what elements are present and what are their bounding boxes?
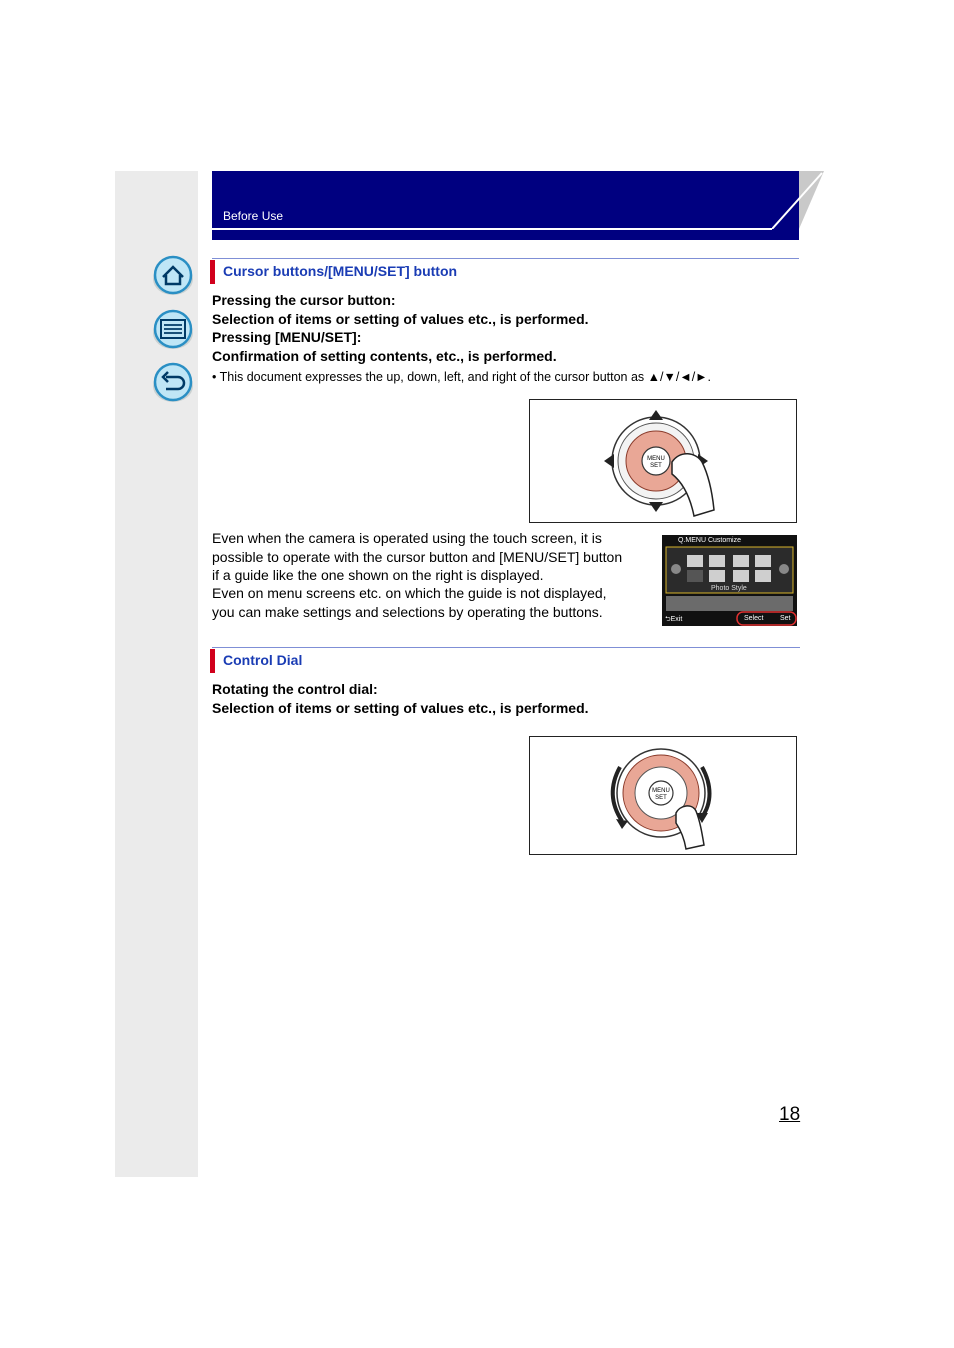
section-rule bbox=[212, 647, 800, 648]
screen-item-label: Photo Style bbox=[711, 585, 747, 592]
cursor-button-figure bbox=[529, 399, 797, 523]
section-title: Cursor buttons/[MENU/SET] button bbox=[223, 263, 458, 279]
back-arrow-icon bbox=[151, 362, 195, 402]
screen-exit-label: ⮌Exit bbox=[665, 616, 683, 623]
header-underline bbox=[212, 228, 772, 230]
svg-text:MENU: MENU bbox=[652, 788, 670, 794]
page-number[interactable]: 18 bbox=[779, 1104, 801, 1125]
cursor-dial-illustration bbox=[530, 400, 796, 522]
camera-screen-image bbox=[662, 535, 797, 626]
instruction-line: Selection of items or setting of values etc., is performed. bbox=[212, 700, 589, 716]
body-paragraph-line: possible to operate with the cursor button and [MENU/SET] button bbox=[212, 549, 623, 565]
instruction-line: Confirmation of setting contents, etc., is performed. bbox=[212, 348, 557, 364]
instruction-line: Selection of items or setting of values etc., is performed. bbox=[212, 311, 589, 327]
note-text: • This document expresses the up, down, left, and right of the cursor button as ▲/▼/◄/►. bbox=[212, 370, 712, 384]
home-icon bbox=[151, 255, 195, 295]
section-title: Control Dial bbox=[223, 652, 303, 668]
back-button[interactable] bbox=[151, 362, 195, 402]
instruction-line: Rotating the control dial: bbox=[212, 681, 378, 697]
section-accent-bar bbox=[210, 260, 215, 284]
home-button[interactable] bbox=[151, 255, 195, 295]
screen-set-label: Set bbox=[780, 615, 791, 622]
instruction-line: Pressing the cursor button: bbox=[212, 292, 396, 308]
header-corner-fold bbox=[772, 171, 824, 229]
section-accent-bar bbox=[210, 649, 215, 673]
contents-button[interactable] bbox=[151, 309, 195, 349]
control-dial-figure bbox=[529, 736, 797, 855]
left-arrow-icon bbox=[604, 454, 614, 468]
control-dial-illustration bbox=[530, 737, 796, 854]
body-paragraph-line: Even when the camera is operated using the touch screen, it is bbox=[212, 530, 602, 546]
screen-select-label: Select bbox=[744, 615, 764, 622]
body-paragraph-line: you can make settings and selections by operating the buttons. bbox=[212, 604, 603, 620]
body-paragraph-line: if a guide like the one shown on the right is displayed. bbox=[212, 567, 544, 583]
body-paragraph-line: Even on menu screens etc. on which the guide is not displayed, bbox=[212, 585, 607, 601]
screen-title: Q.MENU Customize bbox=[678, 537, 742, 544]
instruction-line: Pressing [MENU/SET]: bbox=[212, 329, 362, 345]
svg-text:SET: SET bbox=[655, 795, 667, 801]
svg-text:MENU: MENU bbox=[647, 456, 665, 462]
section-rule bbox=[212, 258, 799, 259]
down-arrow-icon bbox=[649, 502, 663, 512]
up-arrow-icon bbox=[649, 410, 663, 420]
chapter-title: Before Use bbox=[223, 209, 284, 223]
svg-text:SET: SET bbox=[650, 463, 662, 469]
contents-list-icon bbox=[151, 309, 195, 349]
